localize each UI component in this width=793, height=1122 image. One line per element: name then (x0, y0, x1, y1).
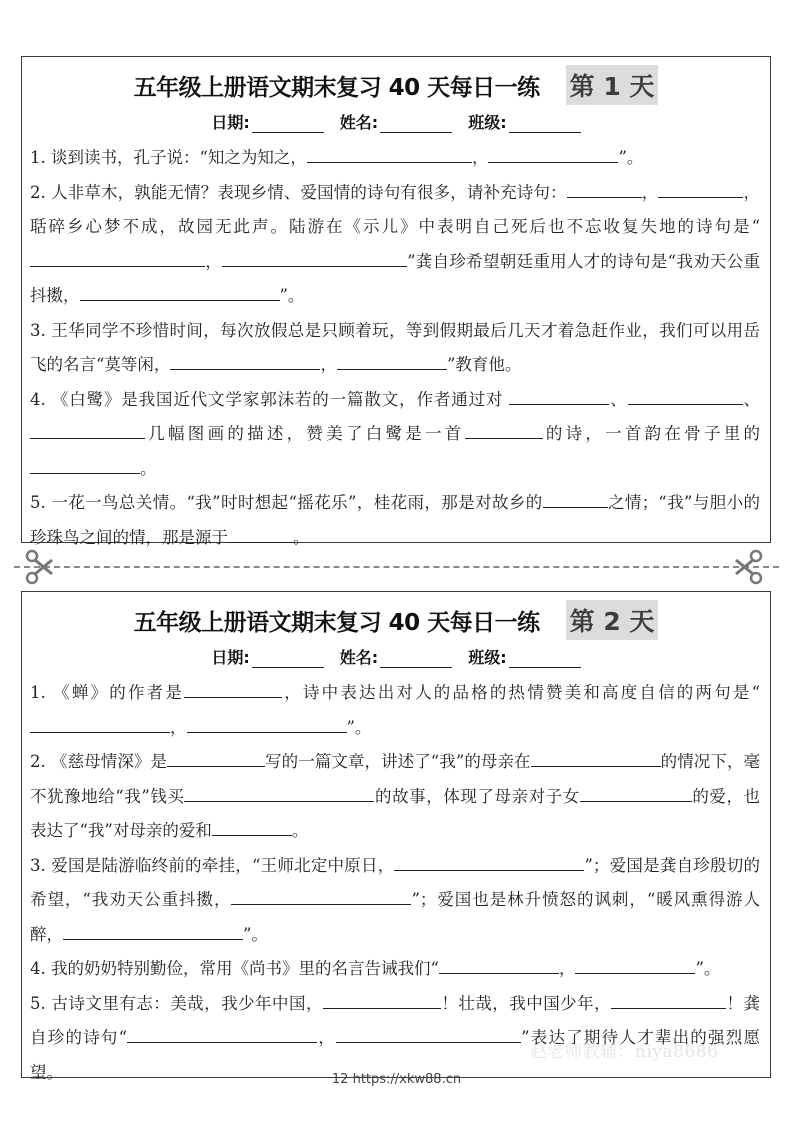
date-field[interactable] (211, 110, 323, 133)
answer-blank[interactable] (231, 886, 411, 905)
name-field[interactable] (340, 645, 452, 668)
answer-blank[interactable] (567, 179, 642, 198)
answer-blank[interactable] (439, 955, 559, 974)
question-item: 2. 人非草木，孰能无情？表现乡情、爱国情的诗句有很多，请补充诗句： ， ，聒碎乡心梦不成，故园无此声。陆游在《示儿》中表明自己死后也不忘收复失地的诗句是“， ”龚自珍希望朝廷重用人才的诗句是“我劝天公重抖擞， ”。 (30, 176, 760, 314)
card-header (22, 600, 770, 640)
answer-blank[interactable] (628, 386, 743, 405)
answer-blank[interactable] (170, 351, 320, 370)
answer-blank[interactable] (187, 714, 347, 733)
date-blank[interactable] (252, 651, 324, 668)
name-blank[interactable] (380, 116, 452, 133)
exercise-card-day-1 (21, 56, 771, 547)
day-badge: 第 1 天 (566, 65, 659, 105)
answer-blank[interactable] (167, 748, 265, 767)
question-item: 1. 《蝉》的作者是 ，诗中表达出对人的品格的热情赞美和高度自信的两句是“， ”。 (30, 676, 760, 745)
question-list (30, 141, 760, 555)
answer-blank[interactable] (184, 679, 282, 698)
name-label: 姓名: (339, 112, 379, 132)
date-field[interactable] (211, 645, 323, 668)
class-label: 班级: (468, 112, 507, 132)
question-item: 4. 我的奶奶特别勤俭，常用《尚书》里的名言告诫我们“ ， ”。 (30, 952, 760, 987)
answer-blank[interactable] (543, 489, 608, 508)
page-title: 五年级上册语文期末复习 40 天每日一练 (133, 74, 540, 101)
question-item: 2. 《慈母情深》是 写的一篇文章，讲述了“我”的母亲在 的情况下，毫不犹豫地给“我”钱买 的故事，体现了母亲对子女 的爱，也表达了“我”对母亲的爱和 。 (30, 745, 760, 849)
answer-blank[interactable] (184, 783, 374, 802)
answer-blank[interactable] (611, 990, 726, 1009)
question-item: 3. 爱国是陆游临终前的牵挂，“王师北定中原日， ”；爱国是龚自珍殷切的希望，“我劝天公重抖擞， ”；爱国也是林升愤怒的讽刺，“暖风熏得游人醉， ”。 (30, 849, 760, 953)
answer-blank[interactable] (30, 455, 140, 474)
question-list (30, 676, 760, 1090)
answer-blank[interactable] (531, 748, 661, 767)
question-item: 1. 谈到读书，孔子说：“知之为知之， ， ”。 (30, 141, 760, 176)
answer-blank[interactable] (222, 248, 407, 267)
scissors-icon (726, 547, 766, 587)
question-item: 5. 一花一鸟总关情。“我”时时想起“摇花乐”，桂花雨，那是对故乡的 之情；“我”与胆小的珍珠鸟之间的情，那是源于 。 (30, 486, 760, 555)
answer-blank[interactable] (307, 144, 472, 163)
answer-blank[interactable] (30, 420, 145, 439)
answer-blank[interactable] (509, 386, 609, 405)
scissors-icon (22, 547, 62, 587)
name-blank[interactable] (380, 651, 452, 668)
answer-blank[interactable] (127, 1024, 317, 1043)
class-label: 班级: (468, 647, 507, 667)
date-label: 日期: (211, 647, 250, 667)
class-field[interactable] (468, 645, 580, 668)
answer-blank[interactable] (488, 144, 618, 163)
date-label: 日期: (211, 112, 250, 132)
card-header (22, 65, 770, 105)
date-blank[interactable] (252, 116, 324, 133)
answer-blank[interactable] (63, 921, 243, 940)
answer-blank[interactable] (228, 524, 293, 543)
question-item: 3. 王华同学不珍惜时间，每次放假总是只顾着玩，等到假期最后几天才着急赶作业，我们可以用岳飞的名言“莫等闲， ， ”教育他。 (30, 320, 760, 374)
watermark: 赵老师教辅：niya8686 (530, 1042, 719, 1062)
page-title: 五年级上册语文期末复习 40 天每日一练 (133, 609, 540, 636)
question-item: 4. 《白鹭》是我国近代文学家郭沫若的一篇散文，作者通过对 、 、几幅图画的描述，赞美了白鹭是一首 的诗，一首韵在骨子里的。 (30, 383, 760, 487)
answer-blank[interactable] (323, 990, 441, 1009)
answer-blank[interactable] (580, 783, 692, 802)
answer-blank[interactable] (212, 817, 292, 836)
student-info-row (22, 107, 770, 135)
page-footer: 12 https://xkw88.cn (331, 1072, 462, 1087)
answer-blank[interactable] (575, 955, 695, 974)
class-field[interactable] (468, 110, 580, 133)
answer-blank[interactable] (30, 714, 170, 733)
answer-blank[interactable] (336, 1024, 521, 1043)
class-blank[interactable] (509, 116, 581, 133)
question-item: 5. 古诗文里有志：美哉，我少年中国， ！壮哉，我中国少年， ！龚自珍的诗句“ ， ”表达了期待人才辈出的强烈愿望。 (30, 987, 760, 1091)
class-blank[interactable] (509, 651, 581, 668)
answer-blank[interactable] (337, 351, 447, 370)
name-field[interactable] (340, 110, 452, 133)
day-badge: 第 2 天 (566, 600, 659, 640)
student-info-row (22, 642, 770, 670)
answer-blank[interactable] (394, 852, 584, 871)
name-label: 姓名: (339, 647, 379, 667)
answer-blank[interactable] (80, 282, 280, 301)
cut-line-divider (14, 566, 779, 568)
answer-blank[interactable] (30, 248, 205, 267)
answer-blank[interactable] (465, 420, 543, 439)
answer-blank[interactable] (658, 179, 743, 198)
